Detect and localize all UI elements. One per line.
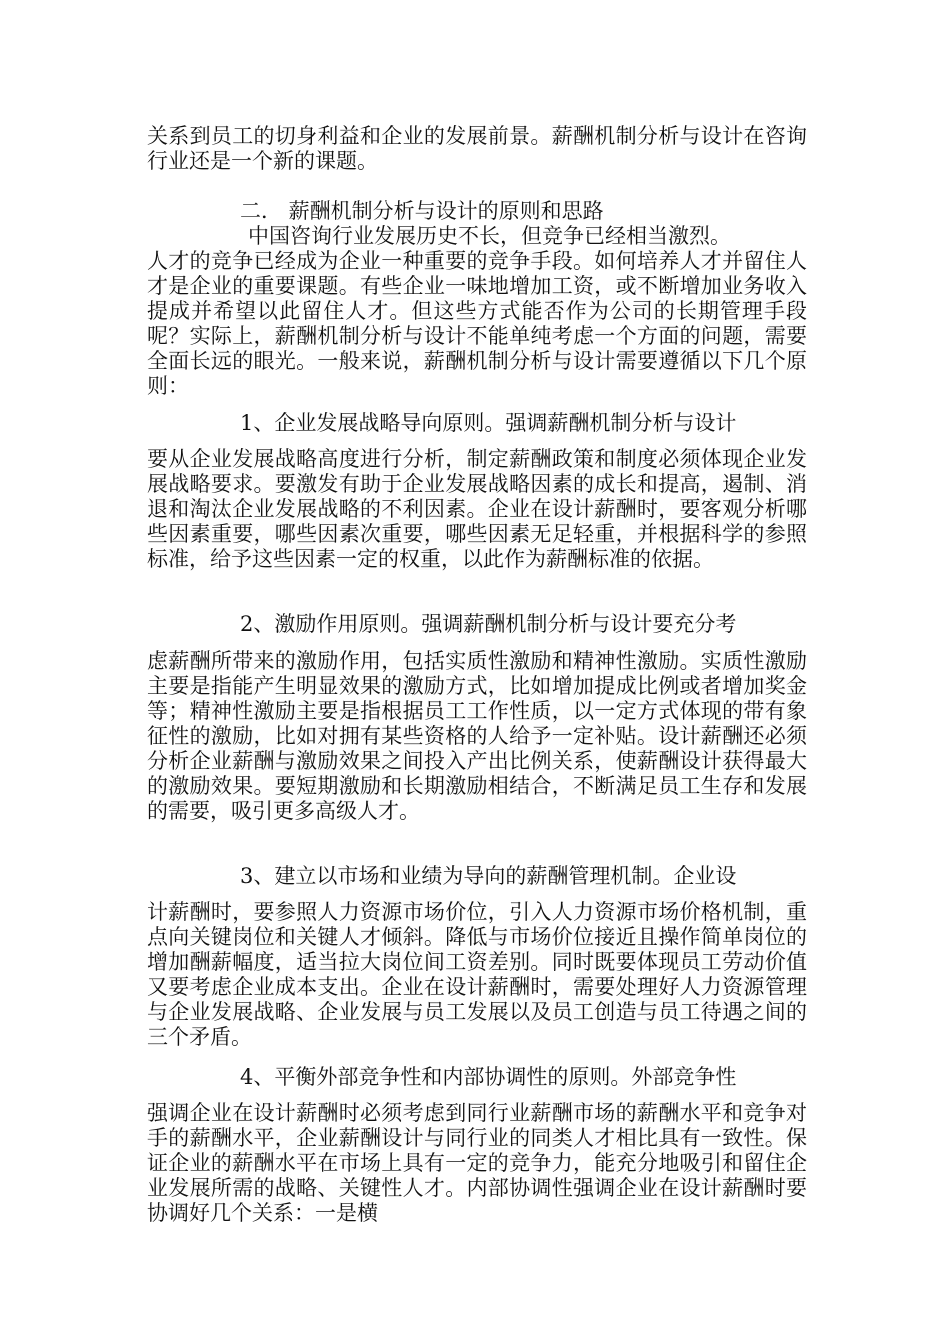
intro-paragraph: 关系到员工的切身利益和企业的发展前景。薪酬机制分析与设计在咨询行业还是一个新的课题。 <box>147 124 807 173</box>
section-paragraph: 人才的竞争已经成为企业一种重要的竞争手段。如何培养人才并留住人才是企业的重要课题。有些企业一味地增加工资，或不断增加业务收入提成并希望以此留住人才。但这些方式能否作为公司的长期管理手段呢？实际上，薪酬机制分析与设计不能单纯考虑一个方面的问题，需要全面长远的眼光。一般来说，薪酬机制分析与设计需要遵循以下几个原则： <box>147 249 807 398</box>
principle-2-body: 虑薪酬所带来的激励作用，包括实质性激励和精神性激励。实质性激励主要是指能产生明显效果的激励方式，比如增加提成比例或者增加奖金等；精神性激励主要是指根据员工工作性质，以一定方式体现的带有象征性的激励，比如对拥有某些资格的人给予一定补贴。设计薪酬还必须分析企业薪酬与激励效果之间投入产出比例关系，使薪酬设计获得最大的激励效果。要短期激励和长期激励相结合，不断满足员工生存和发展的需要，吸引更多高级人才。 <box>147 649 807 823</box>
principle-4-body: 强调企业在设计薪酬时必须考虑到同行业薪酬市场的薪酬水平和竞争对手的薪酬水平，企业薪酬设计与同行业的同类人才相比具有一致性。保证企业的薪酬水平在市场上具有一定的竞争力，能充分地吸引和留住企业发展所需的战略、关键性人才。内部协调性强调企业在设计薪酬时要协调好几个关系：一是横 <box>147 1101 807 1225</box>
principle-2-lead: 2、激励作用原则。强调薪酬机制分析与设计要充分考 <box>240 612 737 636</box>
section-heading: 二． 薪酬机制分析与设计的原则和思路 <box>240 199 604 223</box>
principle-3-body: 计薪酬时，要参照人力资源市场价位，引入人力资源市场价格机制，重点向关键岗位和关键人才倾斜。降低与市场价位接近且操作简单岗位的增加酬薪幅度，适当拉大岗位间工资差别。同时既要体现员工劳动价值又要考虑企业成本支出。企业在设计薪酬时，需要处理好人力资源管理与企业发展战略、企业发展与员工发展以及员工创造与员工待遇之间的三个矛盾。 <box>147 900 807 1049</box>
principle-1-body: 要从企业发展战略高度进行分析，制定薪酬政策和制度必须体现企业发展战略要求。要激发有助于企业发展战略因素的成长和提高，遏制、消退和淘汰企业发展战略的不利因素。企业在设计薪酬时，要客观分析哪些因素重要，哪些因素次重要，哪些因素无足轻重，并根据科学的参照标准，给予这些因素一定的权重，以此作为薪酬标准的依据。 <box>147 447 807 571</box>
section-first-line: 中国咨询行业发展历史不长，但竞争已经相当激烈。 <box>248 224 731 248</box>
principle-3-lead: 3、建立以市场和业绩为导向的薪酬管理机制。企业设 <box>240 864 737 888</box>
principle-4-lead: 4、平衡外部竞争性和内部协调性的原则。外部竞争性 <box>240 1065 737 1089</box>
principle-1-lead: 1、企业发展战略导向原则。强调薪酬机制分析与设计 <box>240 411 737 435</box>
